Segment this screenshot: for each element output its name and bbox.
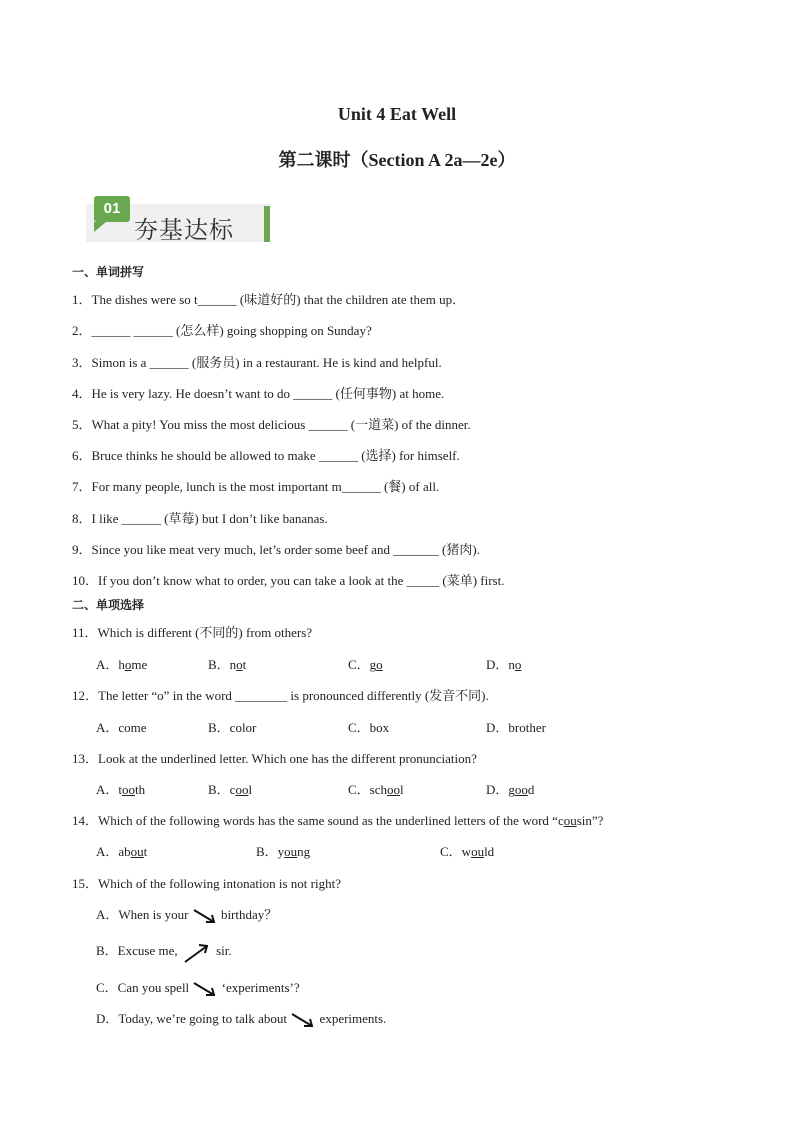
q15-option-c: C．Can you spell ‘experiments’? <box>96 977 300 999</box>
q14-option-b: B．young <box>256 844 311 859</box>
q11-option-c: C．go <box>348 657 383 672</box>
falling-arrow-icon <box>192 906 218 926</box>
q13-option-d: D．good <box>486 782 535 797</box>
q15-option-a: A．When is your birthday？ <box>96 904 277 926</box>
question-11: 11．Which is different (不同的) from others? <box>72 625 313 640</box>
q15-option-b: B．Excuse me, sir. <box>96 940 232 964</box>
q14-option-c: C．would <box>440 844 495 859</box>
falling-arrow-icon <box>192 979 218 999</box>
badge-tail <box>94 222 106 232</box>
unit-title: Unit 4 Eat Well <box>337 104 457 124</box>
question-1: 1．The dishes were so t______ (味道好的) that the children ate them up． <box>72 292 466 307</box>
question-5: 5．What a pity! You miss the most delicious ______ (一道菜) of the dinner. <box>72 417 471 432</box>
lesson-subtitle: 第二课时（Section A 2a—2e） <box>278 150 516 170</box>
q12-option-a: A．come <box>96 720 147 735</box>
q13-option-a: A．tooth <box>96 782 146 797</box>
question-3: 3．Simon is a ______ (服务员) in a restaurant. He is kind and helpful. <box>72 355 442 370</box>
q15-option-d: D．Today, we’re going to talk about experiments. <box>96 1008 386 1030</box>
question-13: 13．Look at the underlined letter. Which one has the different pronunciation? <box>72 751 477 766</box>
q13-option-b: B．cool <box>208 782 253 797</box>
question-10: 10．If you don’t know what to order, you can take a look at the _____ (菜单) first. <box>72 573 505 588</box>
section-heading-choice: 二、单项选择 <box>72 598 145 612</box>
q11-option-b: B．not <box>208 657 247 672</box>
q12-option-d: D．brother <box>486 720 546 735</box>
question-7: 7．For many people, lunch is the most important m______ (餐) of all. <box>72 479 440 494</box>
question-9: 9．Since you like meat very much, let’s order some beef and _______ (猪肉). <box>72 542 480 557</box>
q13-option-c: C．school <box>348 782 404 797</box>
rising-arrow-icon <box>181 940 213 964</box>
question-12: 12．The letter “o” in the word ________ is pronounced differently (发音不同). <box>72 688 489 703</box>
q11-option-d: D．no <box>486 657 522 672</box>
question-2: 2．______ ______ (怎么样) going shopping on Sunday? <box>72 323 372 338</box>
question-15: 15．Which of the following intonation is not right? <box>72 876 341 891</box>
q12-option-b: B．color <box>208 720 257 735</box>
section-heading-spelling: 一、单词拼写 <box>72 265 145 279</box>
badge-end-mark <box>264 206 270 242</box>
q11-option-a: A．home <box>96 657 148 672</box>
badge-label: 夯基达标 <box>134 216 234 244</box>
question-6: 6．Bruce thinks he should be allowed to make ______ (选择) for himself. <box>72 448 460 463</box>
question-14: 14．Which of the following words has the same sound as the underlined letters of the word “cousin”? <box>72 813 604 828</box>
question-8: 8．I like ______ (草莓) but I don’t like bananas. <box>72 511 328 526</box>
question-4: 4．He is very lazy. He doesn’t want to do ______ (任何事物) at home. <box>72 386 445 401</box>
q14-option-a: A．about <box>96 844 148 859</box>
q12-option-c: C．box <box>348 720 390 735</box>
badge-number: 01 <box>94 196 130 222</box>
falling-arrow-icon <box>290 1010 316 1030</box>
section-badge <box>86 190 270 244</box>
